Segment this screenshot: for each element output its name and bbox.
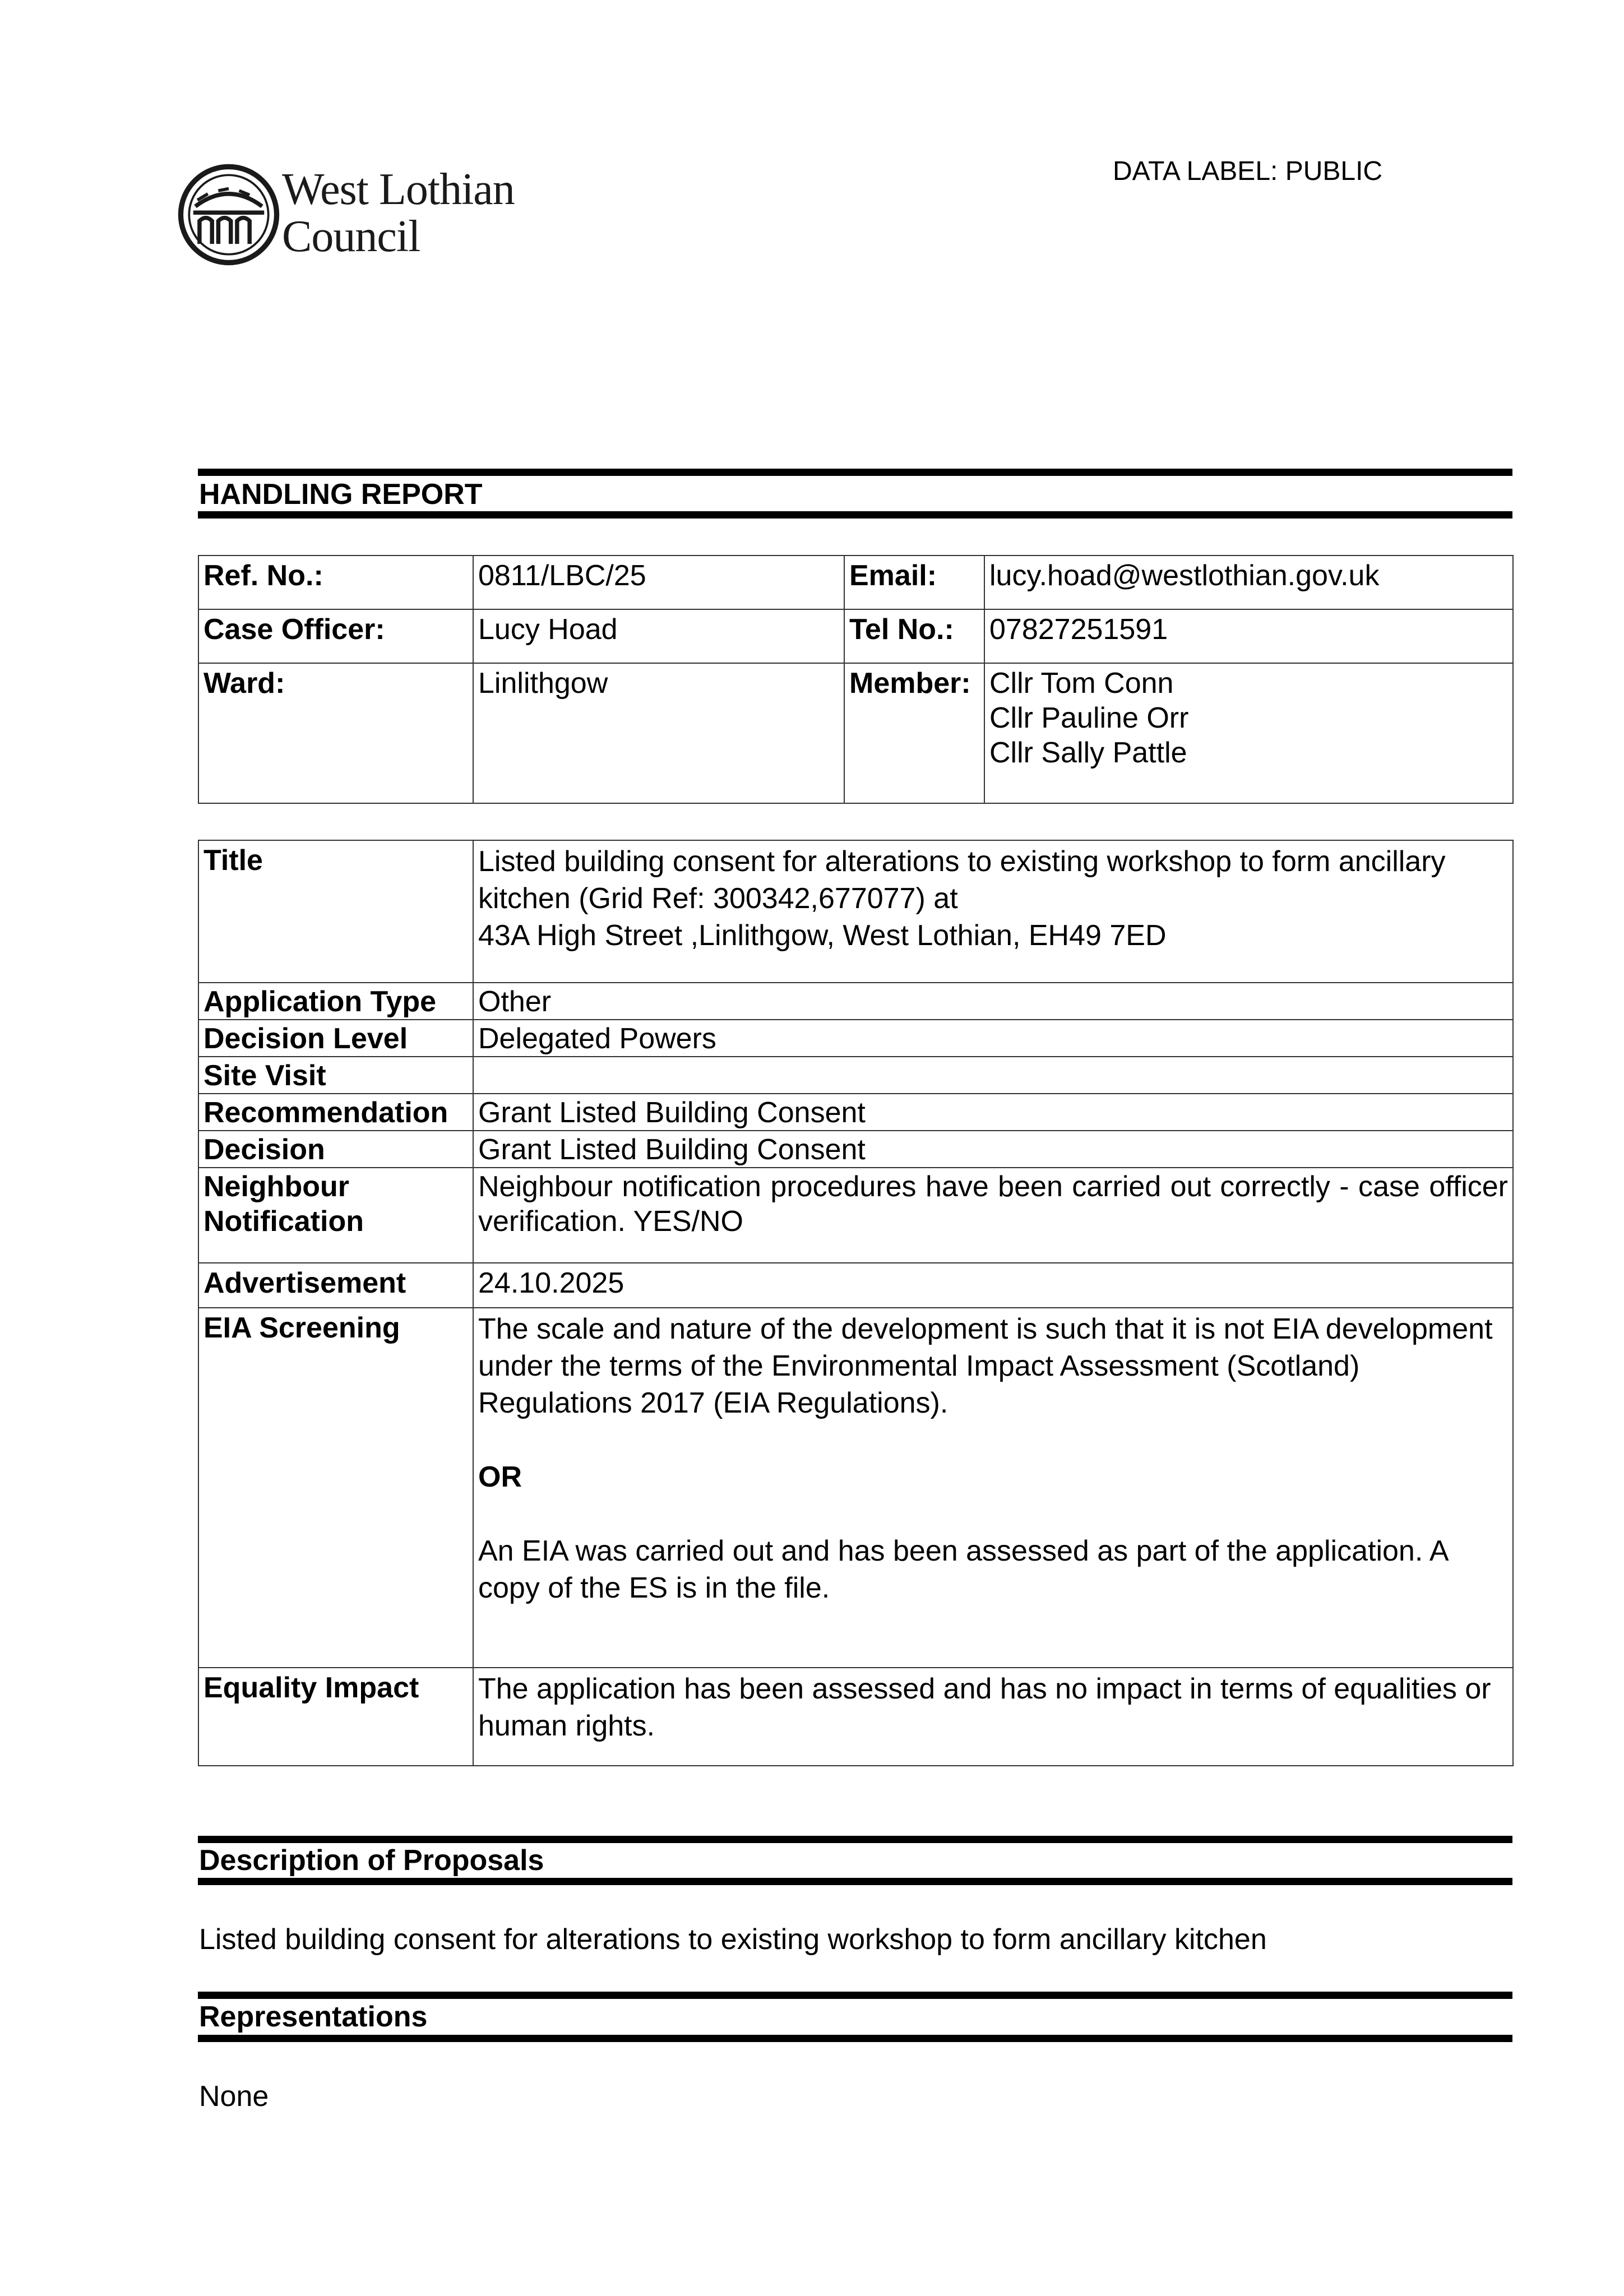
section-rule: [198, 1992, 1512, 1999]
advertisement-label: Advertisement: [198, 1263, 473, 1308]
email-label: Email:: [844, 556, 984, 609]
member-item: Cllr Pauline Orr: [989, 702, 1189, 734]
site-visit-label: Site Visit: [198, 1057, 473, 1094]
table-row: [198, 663, 1513, 803]
logo-text-line2: Council: [282, 212, 420, 261]
eia-screening-label: EIA Screening: [198, 1308, 473, 1668]
table-row: [198, 1020, 1513, 1057]
representations-heading: Representations: [199, 2001, 428, 2033]
equality-impact-label: Equality Impact: [198, 1668, 473, 1766]
tel-value: 07827251591: [984, 609, 1513, 663]
neighbour-notification-value: Neighbour notification procedures have been carried out correctly - case officer verification. YES/NO: [473, 1168, 1513, 1263]
ward-label: Ward:: [198, 663, 473, 803]
eia-screening-value: [473, 1308, 1513, 1668]
application-type-label: Application Type: [198, 983, 473, 1020]
title-label: Title: [198, 840, 473, 983]
section-rule: [198, 511, 1512, 519]
title-value: [473, 840, 1513, 983]
description-heading: Description of Proposals: [199, 1844, 544, 1877]
table-row: [198, 1668, 1513, 1766]
application-type-value: Other: [473, 983, 1513, 1020]
table-row: [198, 1094, 1513, 1131]
section-rule: [198, 1836, 1512, 1843]
eia-paragraph-1: The scale and nature of the development is such that it is not EIA development under the terms of the Environmental Impact Assessment (Scotland) Regulations 2017 (EIA Regulations).: [478, 1313, 1493, 1419]
tel-label: Tel No.:: [844, 609, 984, 663]
table-row: [198, 1057, 1513, 1094]
ref-value: 0811/LBC/25: [473, 556, 844, 609]
logo-wordmark: [282, 166, 515, 260]
council-logo: [177, 163, 558, 269]
logo-text-line1: West Lothian: [282, 165, 515, 214]
site-visit-value: [473, 1057, 1513, 1094]
recommendation-value: Grant Listed Building Consent: [473, 1094, 1513, 1131]
table-row: [198, 840, 1513, 983]
title-value-line2: 43A High Street ,Linlithgow, West Lothian, EH49 7ED: [478, 919, 1167, 952]
section-rule: [198, 1878, 1512, 1885]
decision-level-label: Decision Level: [198, 1020, 473, 1057]
viaduct-crest-icon: [177, 163, 281, 267]
advertisement-value: 24.10.2025: [473, 1263, 1513, 1308]
table-row: [198, 1131, 1513, 1168]
member-item: Cllr Tom Conn: [989, 667, 1174, 700]
email-value[interactable]: lucy.hoad@westlothian.gov.uk: [984, 556, 1513, 609]
table-row: [198, 556, 1513, 609]
member-item: Cllr Sally Pattle: [989, 737, 1187, 769]
case-info-table: [198, 555, 1514, 804]
decision-value: Grant Listed Building Consent: [473, 1131, 1513, 1168]
table-row: [198, 983, 1513, 1020]
eia-paragraph-2: An EIA was carried out and has been assessed as part of the application. A copy of the ES is in the file.: [478, 1535, 1447, 1604]
description-text: Listed building consent for alterations to existing workshop to form ancillary kitchen: [199, 1923, 1267, 1956]
equality-impact-value: The application has been assessed and has no impact in terms of equalities or human rights.: [473, 1668, 1513, 1766]
case-officer-value: Lucy Hoad: [473, 609, 844, 663]
recommendation-label: Recommendation: [198, 1094, 473, 1131]
title-value-line1: Listed building consent for alterations to existing workshop to form ancillary kitchen (Grid Ref: 300342,677077) at: [478, 845, 1446, 915]
table-row: [198, 1308, 1513, 1668]
decision-label: Decision: [198, 1131, 473, 1168]
representations-text: None: [199, 2080, 269, 2113]
report-title: HANDLING REPORT: [199, 478, 483, 511]
data-label: DATA LABEL: PUBLIC: [1113, 156, 1383, 186]
neighbour-label-line1: Neighbour: [203, 1170, 349, 1203]
case-officer-label: Case Officer:: [198, 609, 473, 663]
member-list: [984, 663, 1513, 803]
neighbour-notification-label: [198, 1168, 473, 1263]
table-row: [198, 1168, 1513, 1263]
neighbour-label-line2: Notification: [203, 1205, 364, 1238]
decision-level-value: Delegated Powers: [473, 1020, 1513, 1057]
eia-or: OR: [478, 1461, 522, 1493]
section-rule: [198, 2035, 1512, 2042]
member-label: Member:: [844, 663, 984, 803]
ref-label: Ref. No.:: [198, 556, 473, 609]
section-rule: [198, 469, 1512, 476]
table-row: [198, 1263, 1513, 1308]
application-details-table: [198, 840, 1514, 1766]
table-row: [198, 609, 1513, 663]
ward-value: Linlithgow: [473, 663, 844, 803]
